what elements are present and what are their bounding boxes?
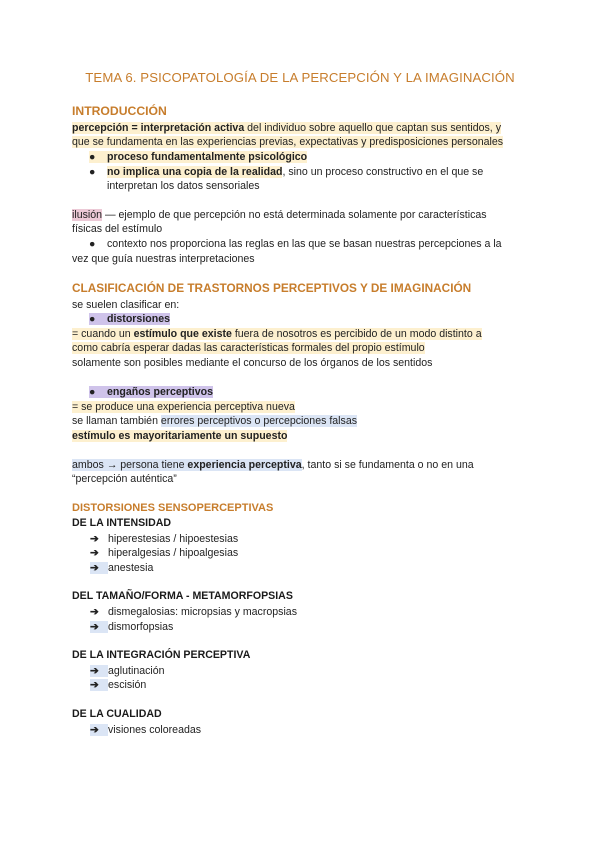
intro-bullet-2-bold: no implica una copia de la realidad — [107, 166, 283, 178]
ambos-line — [72, 458, 474, 472]
clasificacion-heading: CLASIFICACIÓN DE TRASTORNOS PERCEPTIVOS Y DE IMAGINACIÓN — [72, 281, 472, 295]
list-item — [90, 723, 201, 737]
arrow-icon: ➔ — [90, 547, 99, 559]
list-item-text: aglutinación — [108, 665, 165, 677]
enganos-line-2 — [72, 414, 357, 428]
intro-heading: INTRODUCCIÓN — [72, 104, 167, 118]
list-item-text: hiperestesias / hipoestesias — [108, 533, 239, 545]
enganos-label: engaños perceptivos — [107, 386, 213, 398]
arrow-icon: ➔ — [90, 606, 99, 618]
list-item — [90, 561, 153, 575]
intro-bullet-2-cont: interpretan los datos sensoriales — [107, 180, 260, 192]
list-item-text: dismegalosias: micropsias y macropsias — [108, 606, 297, 618]
ambos-a: ambos → persona tiene — [72, 459, 188, 471]
list-item-text: hiperalgesias / hipoalgesias — [108, 547, 239, 559]
intro-bullet-3-cont: vez que guía nuestras interpretaciones — [72, 253, 255, 265]
list-item-text: visiones coloreadas — [108, 724, 202, 736]
enganos-bullet: ● engaños perceptivos — [89, 386, 213, 398]
intro-line-1-bold: percepción = interpretación activa — [72, 122, 245, 134]
page-title: TEMA 6. PSICOPATOLOGÍA DE LA PERCEPCIÓN Y LA IMAGINACIÓN — [85, 70, 515, 85]
enganos-line-1 — [72, 400, 295, 414]
list-item — [90, 620, 173, 634]
section-intensidad-title: DE LA INTENSIDAD — [72, 517, 172, 529]
ilusion-cont: físicas del estímulo — [72, 223, 163, 235]
intro-bullet-2: ● no implica una copia de la realidad, sino un proceso constructivo en el que se — [89, 166, 484, 178]
intro-line-2-text: que se fundamenta en las experiencias previas, expectativas y predisposiciones personales — [72, 136, 504, 148]
list-item — [90, 678, 146, 692]
arrow-icon: ➔ — [90, 724, 99, 736]
arrow-icon: ➔ — [90, 562, 99, 574]
list-item-text: escisión — [108, 679, 147, 691]
eng-l1-text: = se produce una experiencia perceptiva nueva — [72, 401, 295, 413]
list-item — [90, 605, 297, 619]
distorsiones-heading: DISTORSIONES SENSOPERCEPTIVAS — [72, 502, 274, 514]
arrow-icon: ➔ — [90, 665, 99, 677]
dist-l1-b: estímulo que existe — [133, 328, 232, 340]
distorsiones-label: distorsiones — [107, 313, 170, 325]
section-integracion-title: DE LA INTEGRACIÓN PERCEPTIVA — [72, 649, 251, 661]
intro-bullet-3: ● contexto nos proporciona las reglas en las que se basan nuestras percepciones a la — [89, 238, 502, 250]
eng-l3-text: estímulo es mayoritariamente un supuesto — [72, 430, 288, 442]
ambos-b: experiencia perceptiva — [187, 459, 302, 471]
ambos-cont: “percepción auténtica” — [72, 473, 177, 485]
distorsiones-line-1 — [72, 327, 482, 341]
intro-line-2 — [72, 135, 503, 149]
dist-l1-c: fuera de nosotros es percibido de un modo distinto a — [231, 328, 482, 340]
ambos-c: , tanto si se fundamenta o no en una — [301, 459, 474, 471]
intro-bullet-1-text: proceso fundamentalmente psicológico — [107, 151, 308, 163]
list-item-text: dismorfopsias — [108, 621, 174, 633]
section-metamorfopsias-title: DEL TAMAÑO/FORMA - METAMORFOPSIAS — [72, 590, 293, 602]
list-item — [90, 664, 165, 678]
clasificacion-intro: se suelen clasificar en: — [72, 299, 180, 311]
intro-bullet-1: ● proceso fundamentalmente psicológico — [89, 151, 308, 163]
distorsiones-bullet: ● distorsiones — [89, 313, 170, 325]
ilusion-word: ilusión — [72, 209, 103, 221]
arrow-icon: ➔ — [90, 621, 99, 633]
distorsiones-line-2 — [72, 341, 425, 355]
arrow-icon: ➔ — [90, 679, 99, 691]
dist-l2-text: como cabría esperar dadas las características formales del propio estímulo — [72, 342, 425, 354]
list-item-text: anestesia — [108, 562, 154, 574]
intro-bullet-2-rest: , sino un proceso constructivo en el que se — [282, 166, 484, 178]
dist-l1-a: = cuando un — [72, 328, 134, 340]
intro-line-1 — [72, 121, 501, 135]
intro-line-1-rest: del individuo sobre aquello que captan sus sentidos, y — [244, 122, 501, 134]
eng-l2-a: se llaman también — [72, 415, 161, 427]
intro-bullet-3-text: contexto nos proporciona las reglas en las que se basan nuestras percepciones a la — [107, 238, 502, 250]
enganos-line-3 — [72, 429, 287, 443]
list-item — [90, 546, 238, 560]
ilusion-line — [72, 208, 487, 222]
ilusion-rest: — ejemplo de que percepción no está determinada solamente por características — [102, 209, 487, 221]
eng-l2-b: errores perceptivos o percepciones falsas — [160, 415, 358, 427]
arrow-icon: ➔ — [90, 533, 99, 545]
section-cualidad-title: DE LA CUALIDAD — [72, 708, 162, 720]
list-item — [90, 532, 238, 546]
distorsiones-line-3: solamente son posibles mediante el concurso de los órganos de los sentidos — [72, 357, 433, 369]
